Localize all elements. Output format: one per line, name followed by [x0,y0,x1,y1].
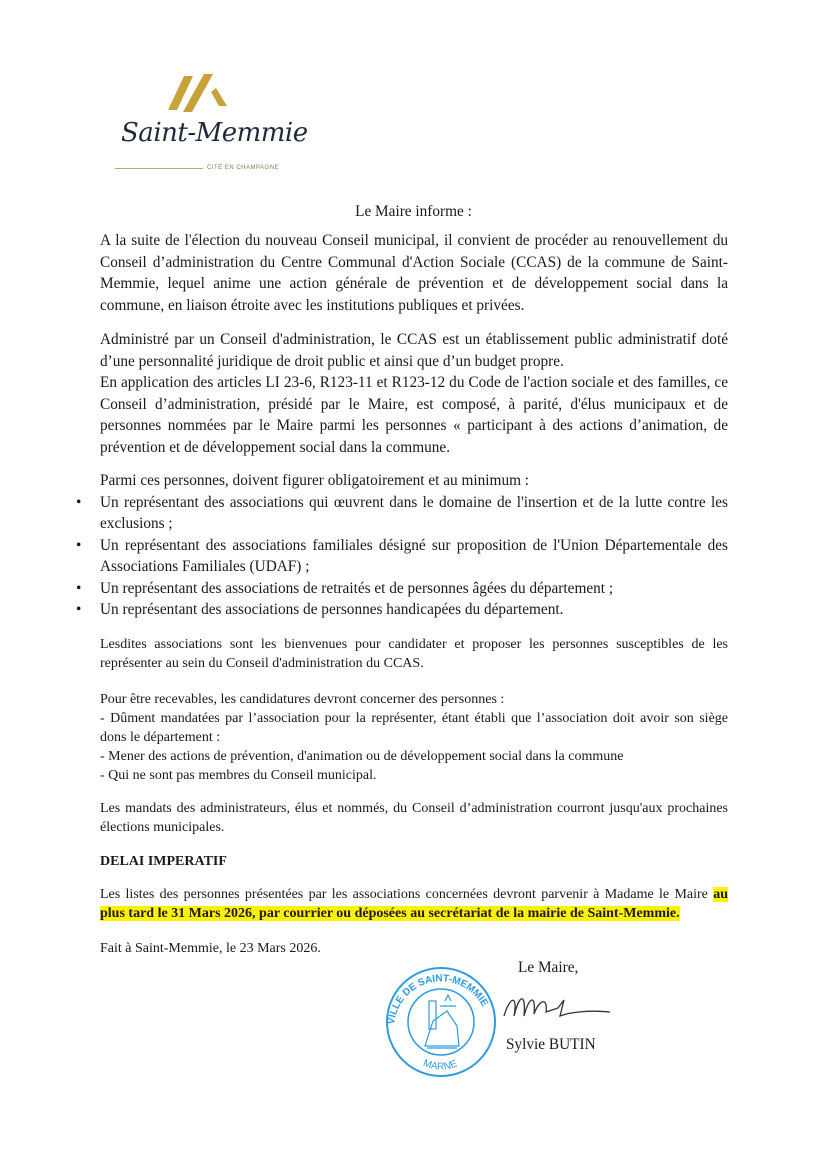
bullet-icon: • [76,601,82,618]
bullet-icon: • [76,536,82,554]
deadline-paragraph [100,885,728,923]
list-item [76,599,728,621]
handwritten-signature-icon [500,986,620,1031]
svg-text:VILLE DE SAINT-MEMMIE: VILLE DE SAINT-MEMMIE [386,972,490,1025]
saint-memmie-logo [115,66,315,178]
fait-paragraph: Fait à Saint-Memmie, le 23 Mars 2026. [100,940,321,956]
signature-name: Sylvie BUTIN [506,1035,596,1053]
listes-text: Les listes des personnes présentées par les associations concernées devront parvenir à Madame le Maire [100,886,708,902]
signature-role: Le Maire, [518,958,579,976]
intro-text: A la suite de l'élection du nouveau Conseil municipal, il convient de procéder au renouvellement du Conseil d’administration du Centre Communal d'Action Sociale (CCAS) de la commune de Saint-Memmie, lequel anime une action générale de prévention et de développement social dans la commune, en liaison étroite avec les institutions publiques et privées. [100,232,728,314]
logo-wordmark: Saint-Memmie [121,118,308,148]
delai-heading: DELAI IMPERATIF [100,853,227,869]
bullet-icon: • [76,579,82,597]
deadline-highlight: au plus tard le 31 Mars 2026, par courrier ou déposées au secrétariat de la mairie de Saint-Memmie. [100,886,729,921]
members-section [76,470,728,621]
list-item-text: Un représentant des associations qui œuvrent dans le domaine de l'insertion et de la lutte contre les exclusions ; [100,493,728,532]
list-item [76,578,728,600]
lesdites-paragraph [100,635,728,673]
condition-item: - Mener des actions de prévention, d'animation ou de développement social dans la commune [100,748,624,764]
signature-section [100,958,728,1083]
conditions-section [100,690,728,785]
admin-text: Administré par un Conseil d'administration, le CCAS est un établissement public administratif doté d’une personnalité juridique de droit public et ainsi que d’un budget propre. [100,331,728,370]
list-item-text: Un représentant des associations de personnes handicapées du département. [100,601,564,618]
list-item [76,492,728,535]
intro-paragraph [100,230,728,316]
letter-body [76,230,729,1083]
bullet-list [76,492,728,621]
page-title: Le Maire informe : [355,203,472,220]
signature-block [506,958,620,1055]
condition-item: - Qui ne sont pas membres du Conseil municipal. [100,767,377,783]
logo-tagline: CITÉ EN CHAMPAGNE [207,165,280,171]
mandats-text: Les mandats des administrateurs, élus et nommés, du Conseil d’administration courront jusqu'aux prochaines élections municipales. [100,800,728,835]
list-item-text: Un représentant des associations familiales désigné sur proposition de l'Union Départementale des Associations Familiales (UDAF) ; [100,536,728,575]
application-text: En application des articles LI 23-6, R123-11 et R123-12 du Code de l'action sociale et des familles, ce Conseil d’administration, présidé par le Maire, est composé, à parité, d'élus municipaux et de personnes nommées par le Maire parmi les personnes « participant à des actions d’animation, de prévention et de développement social dans la commune. [100,374,728,456]
list-item [76,535,728,578]
mandats-paragraph [100,799,728,837]
parmi-text: Parmi ces personnes, doivent figurer obligatoirement et au minimum : [100,472,530,489]
admin-paragraph [100,329,728,458]
list-item-text: Un représentant des associations de retraités et de personnes âgées du département ; [100,579,614,597]
svg-text:MARNE: MARNE [421,1057,459,1073]
recevables-text: Pour être recevables, les candidatures devront concerner des personnes : [100,691,505,707]
town-seal-stamp [385,966,497,1078]
logo-divider [115,168,203,169]
bullet-icon: • [76,493,82,511]
logo-mountain-icon [115,66,285,116]
lesdites-text: Lesdites associations sont les bienvenues pour candidater et proposer les personnes susceptibles de les représenter au sein du Conseil d'administration du CCAS. [100,636,728,671]
condition-item: - Dûment mandatées par l’association pour la représenter, étant établi que l’association doit avoir son siège dons le département : [100,710,728,745]
